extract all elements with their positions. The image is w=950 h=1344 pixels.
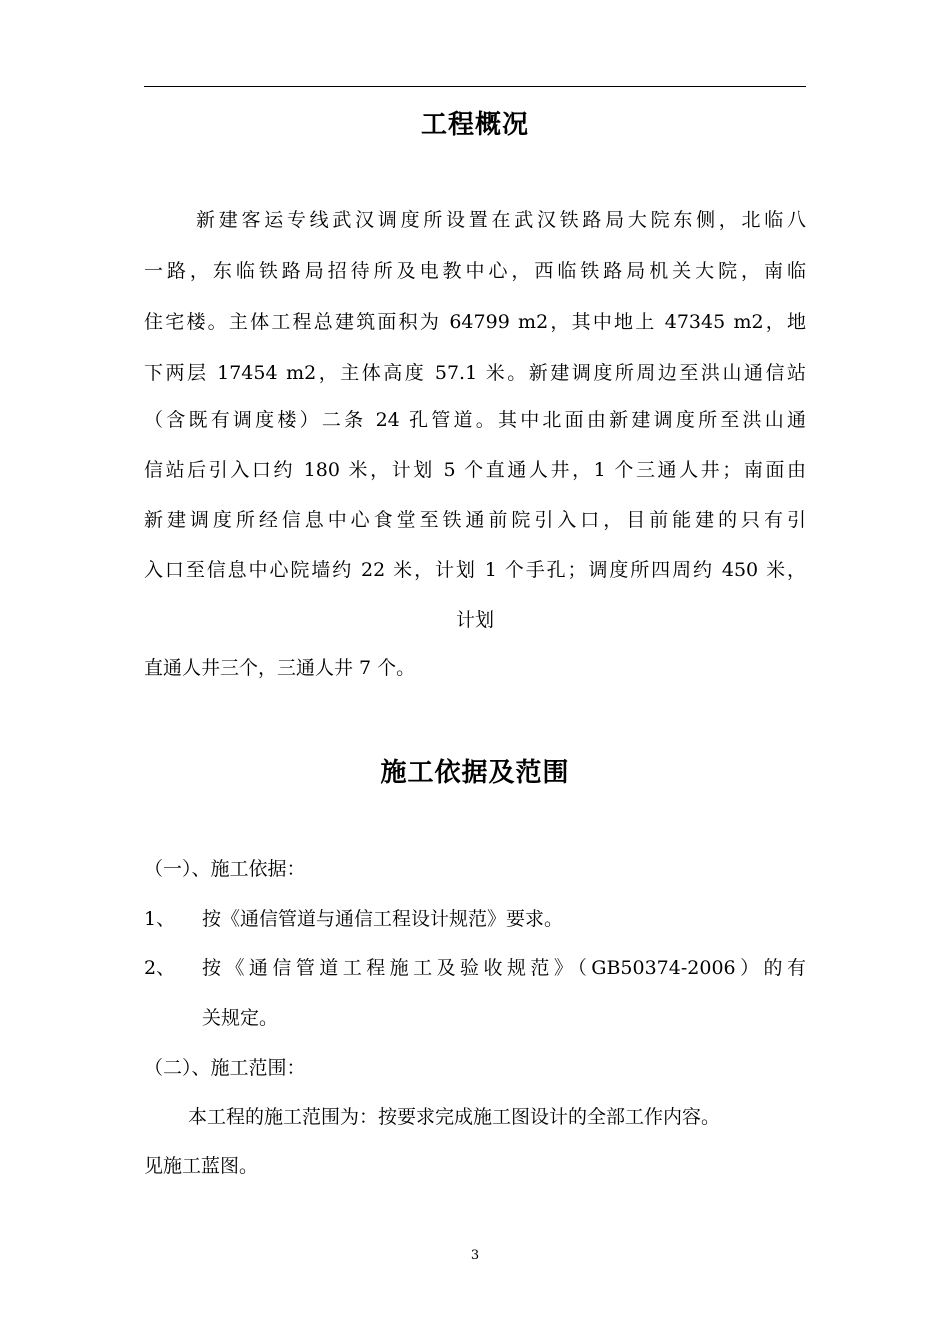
paragraph-line: 信站后引入口约 180 米，计划 5 个直通人井，1 个三通人井；南面由: [144, 459, 806, 481]
paragraph-line: 新建调度所经信息中心食堂至铁通前院引入口，目前能建的只有引: [144, 509, 806, 531]
section-title-overview: 工程概况: [420, 110, 529, 140]
paragraph-line: 住宅楼。主体工程总建筑面积为 64799 m2，其中地上 47345 m2，地: [144, 311, 806, 333]
paragraph-line: 入口至信息中心院墙约 22 米，计划 1 个手孔；调度所四周约 450 米，: [144, 559, 806, 581]
scope-text-line: 本工程的施工范围为：按要求完成施工图设计的全部工作内容。: [188, 1106, 721, 1128]
paragraph-line: （含既有调度楼）二条 24 孔管道。其中北面由新建调度所至洪山通: [144, 409, 806, 431]
basis-heading: （一）、施工依据：: [144, 858, 306, 880]
list-item-text: 按《通信管道与通信工程设计规范》要求。: [202, 908, 564, 930]
scope-heading: （二）、施工范围：: [144, 1057, 306, 1079]
section-title-basis-scope: 施工依据及范围: [380, 758, 570, 788]
page-number: 3: [470, 1248, 480, 1263]
paragraph-line: 下两层 17454 m2，主体高度 57.1 米。新建调度所周边至洪山通信站: [144, 362, 806, 384]
paragraph-line: 直通人井三个，三通人井 7 个。: [144, 657, 416, 679]
paragraph-line: 一路，东临铁路局招待所及电教中心，西临铁路局机关大院，南临: [144, 260, 806, 282]
list-item-number: 1、: [144, 908, 176, 930]
paragraph-line: 计划: [455, 609, 494, 631]
scope-text-line: 见施工蓝图。: [144, 1155, 259, 1177]
list-item-text: 按《通信管道工程施工及验收规范》（GB50374-2006）的有: [202, 957, 806, 979]
paragraph-line: 新建客运专线武汉调度所设置在武汉铁路局大院东侧，北临八: [196, 209, 806, 231]
list-item-text-continued: 关规定。: [202, 1007, 279, 1029]
list-item-number: 2、: [144, 957, 176, 979]
header-rule: [144, 86, 806, 87]
